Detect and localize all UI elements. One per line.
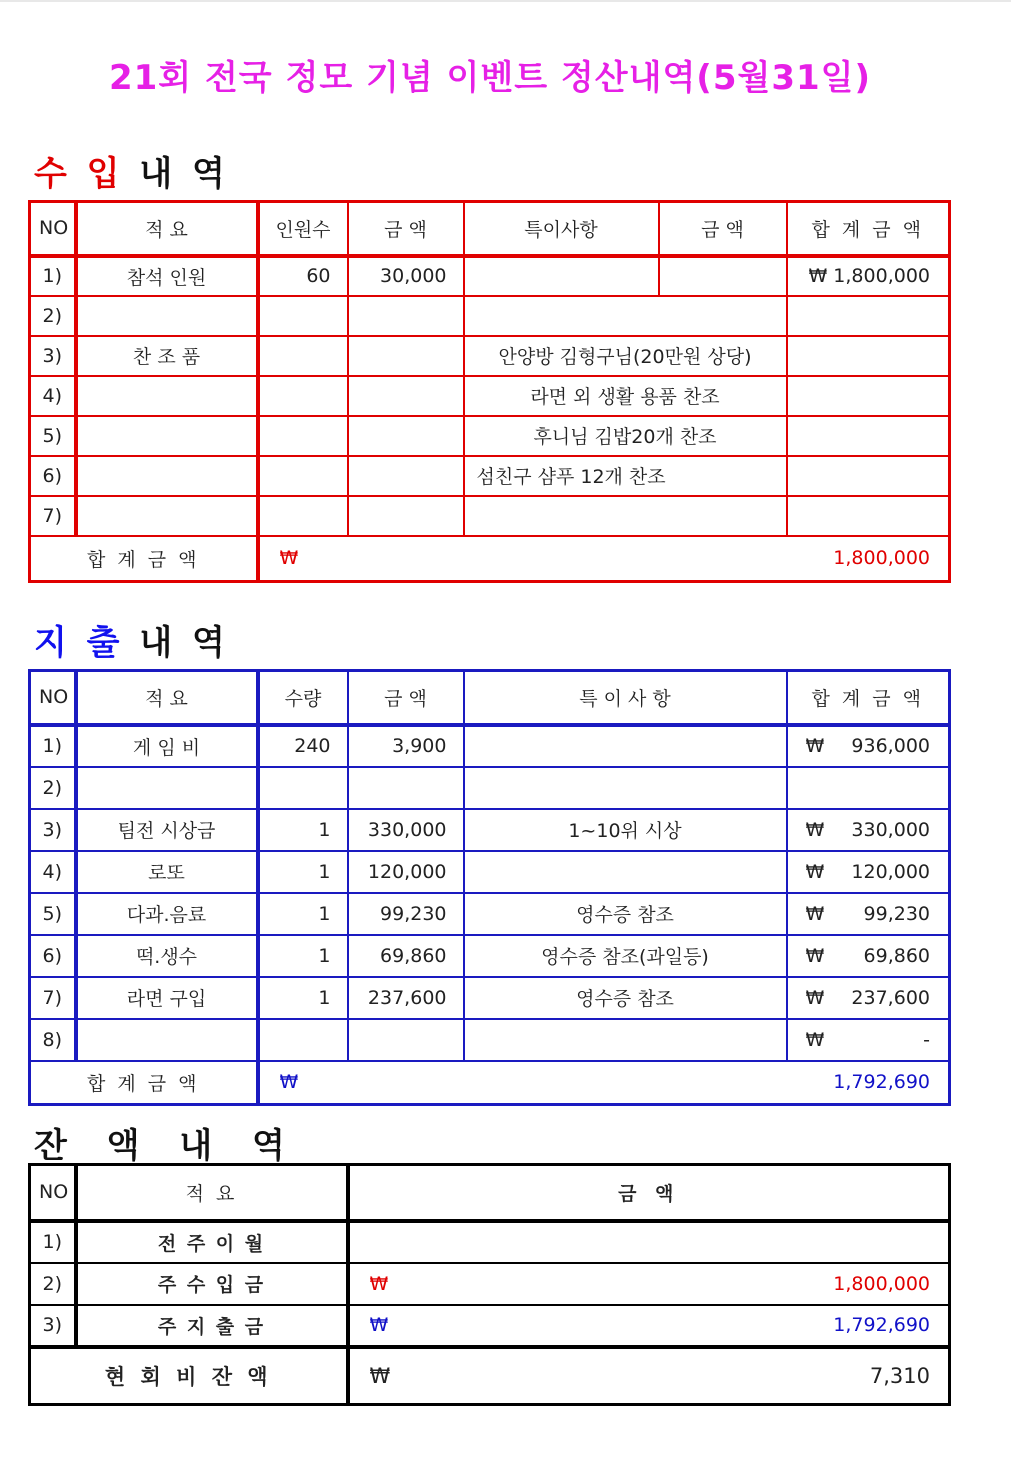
row-note: 라면 외 생활 용품 찬조 (464, 376, 787, 416)
row-qty: 1 (258, 893, 348, 935)
row-desc (76, 376, 258, 416)
page-title: 21회 전국 정모 기념 이벤트 정산내역(5월31일) (108, 58, 872, 98)
table-row (30, 456, 950, 496)
row-desc (76, 1019, 258, 1061)
won-symbol: ₩ (279, 547, 299, 570)
row-amount (348, 1019, 464, 1061)
row-count: 60 (258, 256, 348, 296)
balance-table (28, 1163, 951, 1406)
table-row (30, 893, 950, 935)
row-count (258, 376, 348, 416)
table-row (30, 767, 950, 809)
table-row (30, 977, 950, 1019)
row-desc: 라면 구입 (76, 977, 258, 1019)
row-no: 2) (30, 767, 76, 809)
row-qty: 1 (258, 851, 348, 893)
row-no: 1) (30, 256, 76, 296)
row-value: 1,792,690 (833, 1314, 930, 1336)
row-desc: 전 주 이 월 (76, 1221, 348, 1263)
expense-header-total: 합 계 금 액 (787, 671, 950, 725)
row-amount (348, 296, 464, 336)
row-total-cell (787, 977, 950, 1019)
row-desc (76, 416, 258, 456)
income-header-no: NO (30, 202, 76, 256)
row-total: 120,000 (851, 860, 930, 883)
row-amount (348, 336, 464, 376)
row-no: 4) (30, 376, 76, 416)
row-desc: 주 수 입 금 (76, 1263, 348, 1305)
balance-heading: 잔 액 내 역 (34, 1126, 299, 1166)
row-count (258, 296, 348, 336)
balance-final-value: 7,310 (869, 1363, 930, 1388)
row-no: 3) (30, 336, 76, 376)
row-amount (348, 456, 464, 496)
income-total-row (30, 536, 950, 582)
expense-heading-rest: 내 역 (123, 623, 229, 663)
table-row (30, 1019, 950, 1061)
won-symbol: ₩ (805, 860, 825, 883)
row-desc (76, 456, 258, 496)
expense-header-qty: 수량 (258, 671, 348, 725)
row-no: 6) (30, 935, 76, 977)
row-desc: 참석 인원 (76, 256, 258, 296)
row-note: 영수증 참조 (464, 893, 787, 935)
row-count (258, 416, 348, 456)
row-note (464, 496, 787, 536)
income-header-desc: 적 요 (76, 202, 258, 256)
row-total (787, 496, 950, 536)
balance-header-desc: 적 요 (76, 1165, 348, 1221)
row-no: 2) (30, 1263, 76, 1305)
row-qty: 1 (258, 809, 348, 851)
row-no: 8) (30, 1019, 76, 1061)
won-symbol: ₩ (805, 986, 825, 1009)
row-total-cell (787, 767, 950, 809)
row-desc (76, 767, 258, 809)
row-total (787, 376, 950, 416)
row-total-cell (787, 935, 950, 977)
row-no: 3) (30, 809, 76, 851)
row-total-cell (787, 725, 950, 767)
won-symbol: ₩ (805, 1028, 825, 1051)
expense-total-value: 1,792,690 (833, 1071, 930, 1094)
row-count (258, 456, 348, 496)
row-total-cell (787, 1019, 950, 1061)
row-total (787, 456, 950, 496)
expense-table (28, 669, 951, 1106)
row-amount (348, 416, 464, 456)
table-row (30, 1305, 950, 1347)
row-desc: 떡.생수 (76, 935, 258, 977)
row-total-cell (787, 809, 950, 851)
row-note: 영수증 참조 (464, 977, 787, 1019)
row-amount: 99,230 (348, 893, 464, 935)
row-desc: 로또 (76, 851, 258, 893)
row-desc (76, 496, 258, 536)
row-no: 1) (30, 1221, 76, 1263)
income-heading-rest: 내 역 (123, 154, 229, 194)
row-no: 6) (30, 456, 76, 496)
income-table (28, 200, 951, 583)
won-symbol: ₩ (279, 1071, 299, 1094)
row-no: 7) (30, 977, 76, 1019)
income-header-amount: 금 액 (348, 202, 464, 256)
won-symbol: ₩ (805, 818, 825, 841)
row-total-cell (787, 851, 950, 893)
row-amount (348, 376, 464, 416)
row-total (787, 296, 950, 336)
row-count (258, 336, 348, 376)
table-row (30, 336, 950, 376)
row-total: ₩ 1,800,000 (787, 256, 950, 296)
row-no: 2) (30, 296, 76, 336)
row-total: 237,600 (851, 986, 930, 1009)
table-row (30, 376, 950, 416)
row-total: - (923, 1028, 930, 1051)
expense-header-desc: 적 요 (76, 671, 258, 725)
row-total-cell (787, 893, 950, 935)
row-desc (76, 296, 258, 336)
row-note (464, 851, 787, 893)
page-top-rule (0, 0, 1011, 2)
row-value-cell (348, 1305, 950, 1347)
table-row (30, 809, 950, 851)
income-total-cell (258, 536, 950, 582)
row-note: 1~10위 시상 (464, 809, 787, 851)
won-symbol: ₩ (805, 902, 825, 925)
expense-header-note: 특 이 사 항 (464, 671, 787, 725)
row-no: 5) (30, 893, 76, 935)
row-qty: 1 (258, 977, 348, 1019)
expense-total-row (30, 1061, 950, 1105)
row-amount: 69,860 (348, 935, 464, 977)
row-qty: 1 (258, 935, 348, 977)
won-symbol: ₩ (369, 1363, 391, 1388)
row-desc: 주 지 출 금 (76, 1305, 348, 1347)
row-no: 4) (30, 851, 76, 893)
row-desc: 다과.음료 (76, 893, 258, 935)
row-no: 1) (30, 725, 76, 767)
income-total-value: 1,800,000 (833, 547, 930, 570)
row-total: 99,230 (863, 902, 930, 925)
expense-heading-accent: 지 출 (34, 623, 124, 663)
row-note (464, 725, 787, 767)
balance-header-amount: 금 액 (348, 1165, 950, 1221)
income-header-note: 특이사항 (464, 202, 659, 256)
row-amount: 3,900 (348, 725, 464, 767)
table-row (30, 725, 950, 767)
row-total (787, 336, 950, 376)
balance-final-row (30, 1347, 950, 1405)
row-note: 후니님 김밥20개 찬조 (464, 416, 787, 456)
income-total-label: 합 계 금 액 (30, 536, 258, 582)
row-value-cell (348, 1263, 950, 1305)
row-amount: 30,000 (348, 256, 464, 296)
row-qty: 240 (258, 725, 348, 767)
row-qty (258, 1019, 348, 1061)
income-header-count: 인원수 (258, 202, 348, 256)
expense-total-cell (258, 1061, 950, 1105)
row-note: 섬친구 샴푸 12개 찬조 (464, 456, 787, 496)
row-total (787, 416, 950, 456)
row-total: 936,000 (851, 735, 930, 757)
table-row (30, 256, 950, 296)
balance-final-label: 현 회 비 잔 액 (30, 1347, 348, 1405)
table-row (30, 296, 950, 336)
row-count (258, 496, 348, 536)
income-header-amount2: 금 액 (659, 202, 787, 256)
income-heading-accent: 수 입 (34, 154, 124, 194)
expense-header-no: NO (30, 671, 76, 725)
row-desc: 팀전 시상금 (76, 809, 258, 851)
row-desc: 찬 조 품 (76, 336, 258, 376)
row-note: 영수증 참조(과일등) (464, 935, 787, 977)
income-header-total: 합 계 금 액 (787, 202, 950, 256)
won-symbol: ₩ (369, 1272, 389, 1295)
row-desc: 게 임 비 (76, 725, 258, 767)
row-no: 7) (30, 496, 76, 536)
row-note: 안양방 김형구님(20만원 상당) (464, 336, 787, 376)
table-row (30, 1221, 950, 1263)
table-row (30, 496, 950, 536)
income-heading (34, 146, 229, 195)
table-row (30, 1263, 950, 1305)
balance-final-cell (348, 1347, 950, 1405)
row-no: 3) (30, 1305, 76, 1347)
row-amount: 120,000 (348, 851, 464, 893)
row-note (464, 1019, 787, 1061)
table-row (30, 851, 950, 893)
row-note (464, 256, 659, 296)
row-qty (258, 767, 348, 809)
won-symbol: ₩ (369, 1314, 389, 1336)
row-amount (348, 767, 464, 809)
row-no: 5) (30, 416, 76, 456)
row-amount: 330,000 (348, 809, 464, 851)
won-symbol: ₩ (805, 944, 825, 967)
row-amount2 (659, 256, 787, 296)
row-note (464, 296, 787, 336)
expense-total-label: 합 계 금 액 (30, 1061, 258, 1105)
row-total: 330,000 (851, 818, 930, 841)
row-amount (348, 496, 464, 536)
row-value: 1,800,000 (833, 1272, 930, 1295)
table-row (30, 416, 950, 456)
row-note (464, 767, 787, 809)
won-symbol: ₩ (805, 735, 825, 757)
row-amount: 237,600 (348, 977, 464, 1019)
row-value-cell (348, 1221, 950, 1263)
balance-header-no: NO (30, 1165, 76, 1221)
row-total: 69,860 (863, 944, 930, 967)
table-row (30, 935, 950, 977)
expense-heading (34, 615, 229, 664)
expense-header-amount: 금 액 (348, 671, 464, 725)
